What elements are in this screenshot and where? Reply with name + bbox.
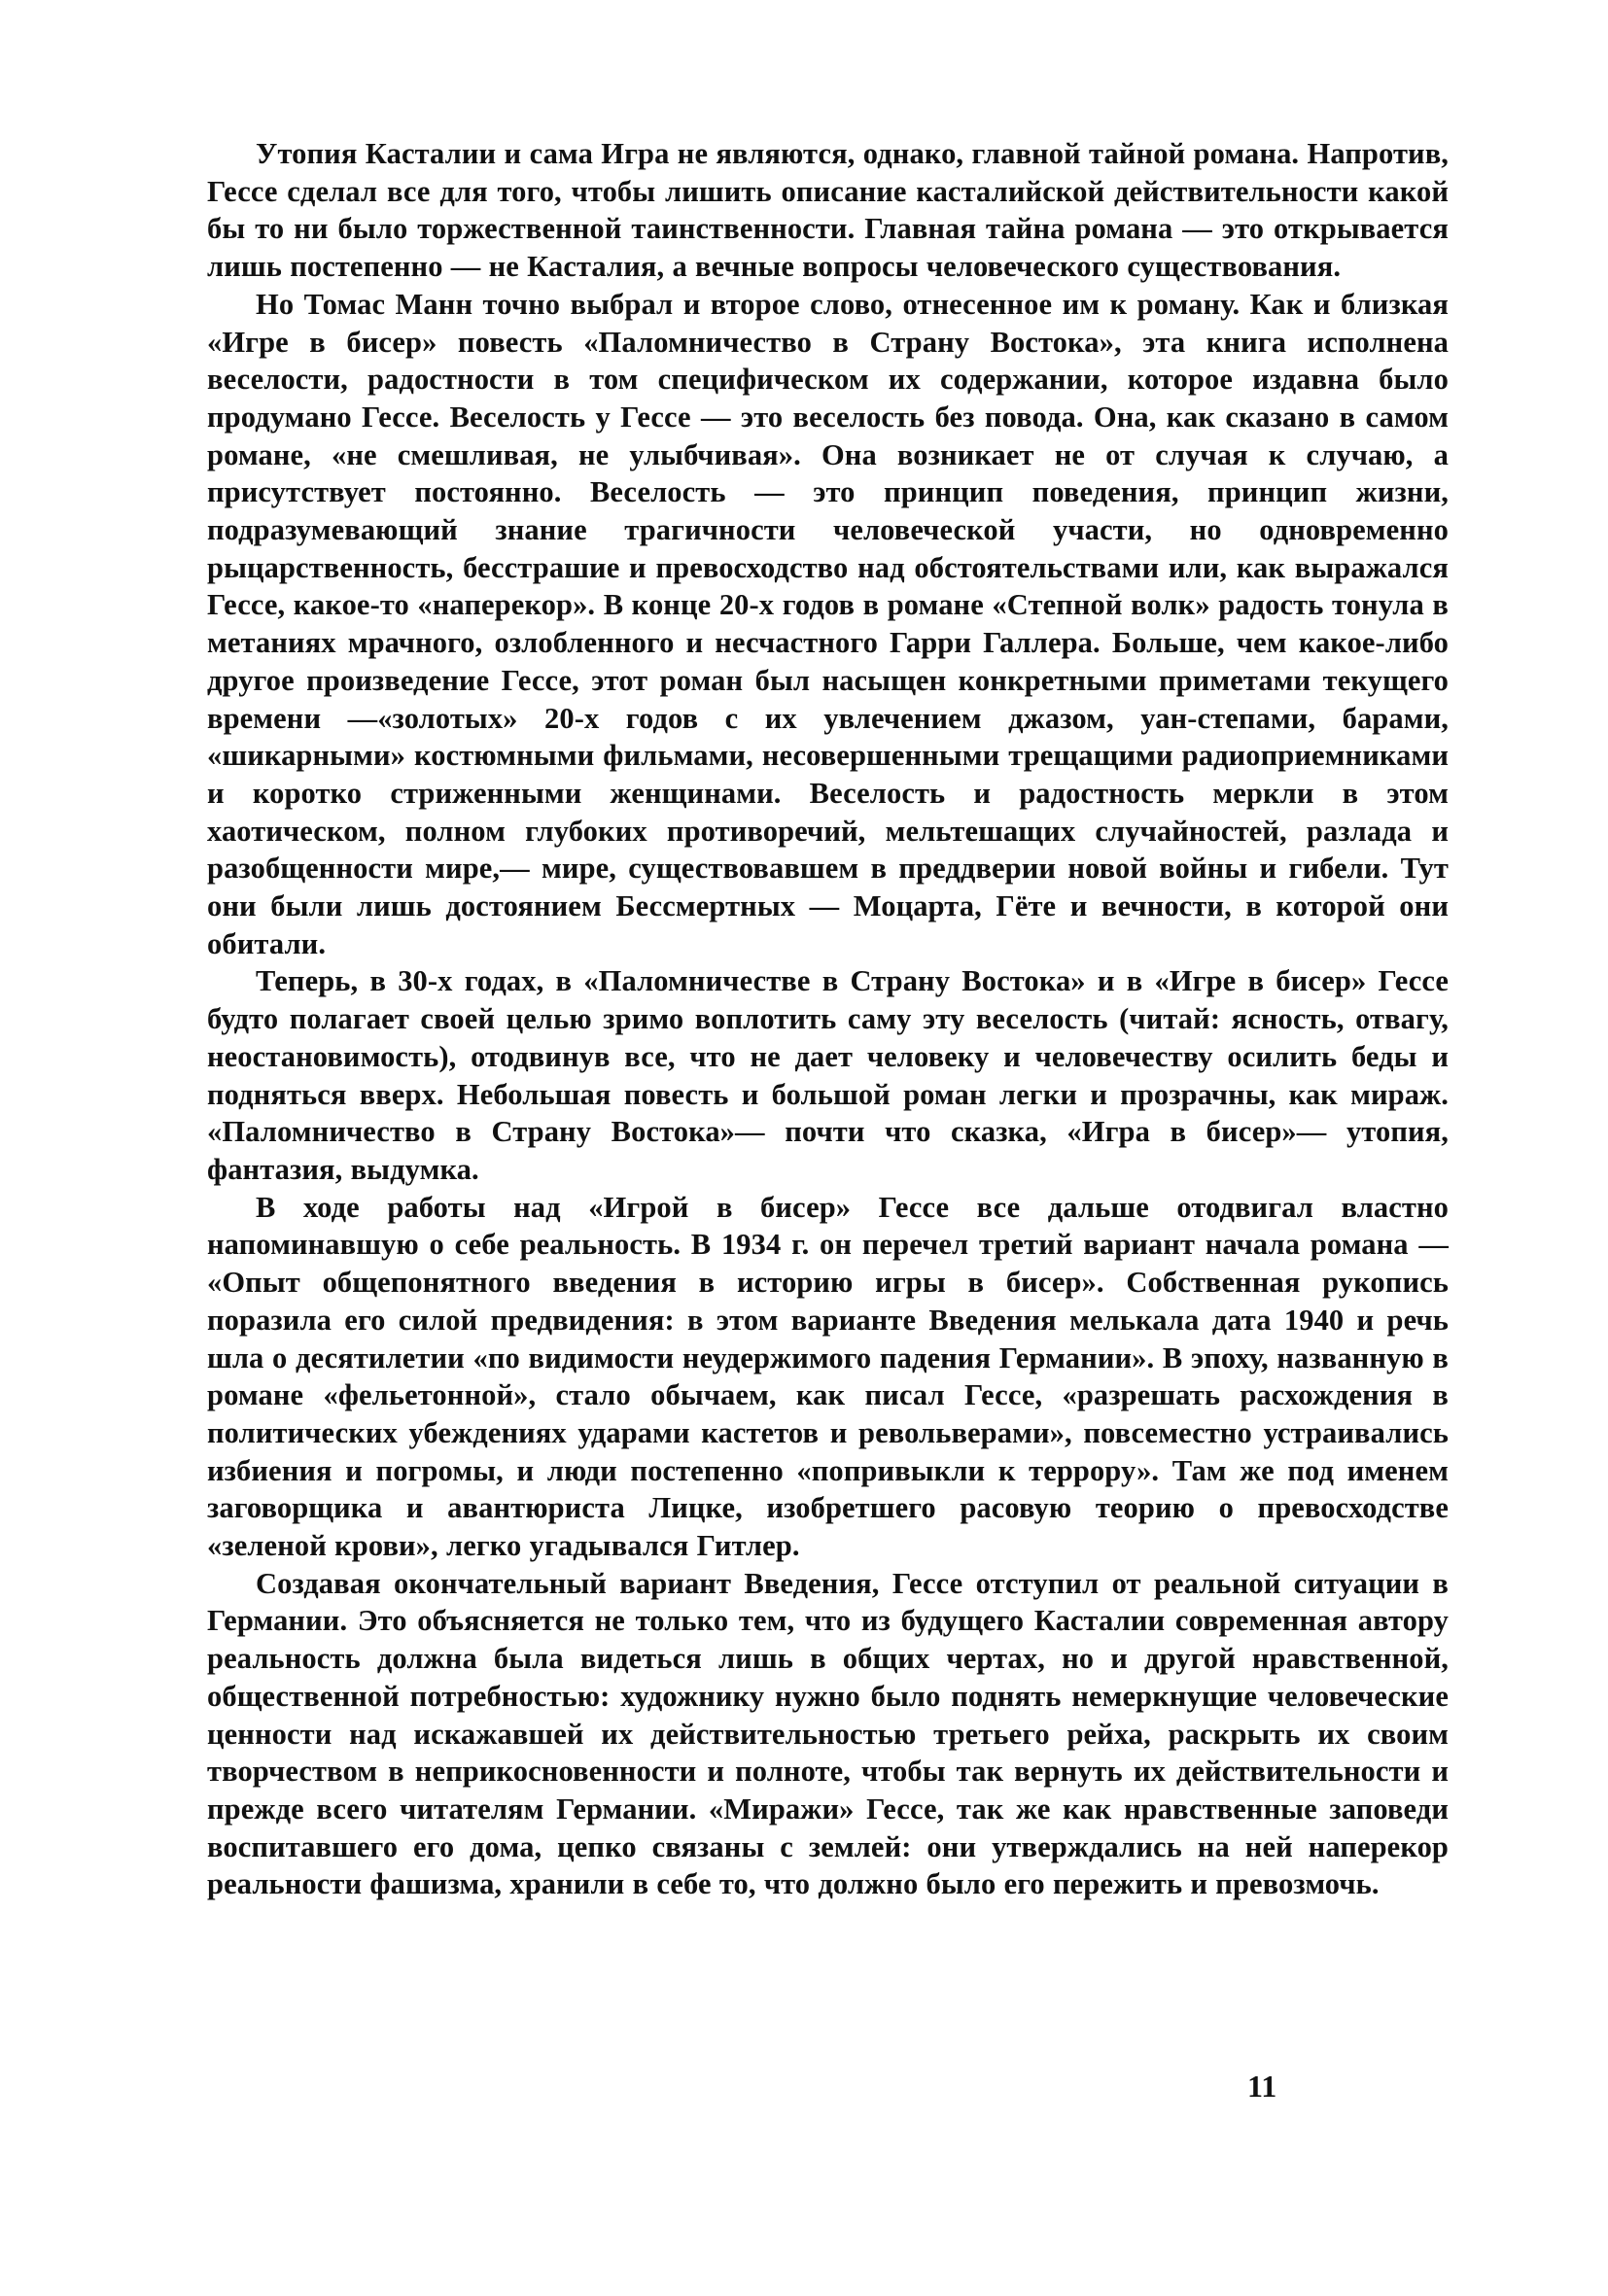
paragraph-5: Создавая окончательный вариант Введения, Гессе отступил от реальной ситуации в Германии. Это объясняется не только тем, что из будущего Касталии современная автору реальность должна была видеться лишь в общих чертах, но и другой нравственной, общественной потребностью: художнику нужно было поднять немеркнущие человеческие ценности над искажавшей их действительностью третьего рейха, раскрыть их своим творчеством в неприкосновенности и полноте, чтобы так вернуть их действительности и прежде всего читателям Германии. «Миражи» Гессе, так же как нравственные заповеди воспитавшего его дома, цепко связаны с землей: они утверждались на ней наперекор реальности фашизма, хранили в себе то, что должно было его пережить и превозмочь. [207, 1566, 1449, 1901]
paragraph-4: В ходе работы над «Игрой в бисер» Гессе все дальше отодвигал властно напоминавшую о себе реальность. В 1934 г. он перечел третий вариант начала романа — «Опыт общепонятного введения в историю игры в бисер». Собственная рукопись поразила его силой предвидения: в этом варианте Введения мелькала дата 1940 и речь шла о десятилетии «по видимости неудержимого падения Германии». В эпоху, названную в романе «фельетонной», стало обычаем, как писал Гессе, «разрешать расхождения в политических убеждениях ударами кастетов и револьверами», повсеместно устраивались избиения и погромы, и люди постепенно «попривыкли к террору». Там же под именем заговорщика и авантюриста Лицке, изобретшего расовую теорию о превосходстве «зеленой крови», легко угадывался Гитлер. [207, 1190, 1449, 1563]
paragraph-3: Теперь, в 30-х годах, в «Паломничестве в Страну Востока» и в «Игре в бисер» Гессе будто полагает своей целью зримо воплотить саму эту веселость (читай: ясность, отвагу, неостановимость), отодвинув все, что не дает человеку и человечеству осилить беды и подняться вверх. Небольшая повесть и большой роман легки и прозрачны, как мираж. «Паломничество в Страну Востока»— почти что сказка, «Игра в бисер»— утопия, фантазия, выдумка. [207, 964, 1449, 1186]
page-number: 11 [1247, 2069, 1277, 2104]
body-text [207, 135, 1449, 1903]
paragraph-1: Утопия Касталии и сама Игра не являются, однако, главной тайной романа. Напротив, Гессе сделал все для того, чтобы лишить описание касталийской действительности какой бы то ни было торжественной таинственности. Главная тайна романа — это открывается лишь постепенно — не Касталия, а вечные вопросы человеческого существования. [207, 137, 1449, 284]
paragraph-2: Но Томас Манн точно выбрал и второе слово, отнесенное им к роману. Как и близкая «Игре в бисер» повесть «Паломничество в Страну Востока», эта книга исполнена веселости, радостности в том специфическом их содержании, которое издавна было продумано Гессе. Веселость у Гессе — это веселость без повода. Она, как сказано в самом романе, «не смешливая, не улыбчивая». Она возникает не от случая к случаю, а присутствует постоянно. Веселость — это принцип поведения, принцип жизни, подразумевающий знание трагичности человеческой участи, но одновременно рыцарственность, бесстрашие и превосходство над обстоятельствами или, как выражался Гессе, какое-то «наперекор». В конце 20-х годов в романе «Степной волк» радость тонула в метаниях мрачного, озлобленного и несчастного Гарри Галлера. Больше, чем какое-либо другое произведение Гессе, этот роман был насыщен конкретными приметами текущего времени —«золотых» 20-х годов с их увлечением джазом, уан-степами, барами, «шикарными» костюмными фильмами, несовершенными трещащими радиоприемниками и коротко стриженными женщинами. Веселость и радостность меркли в этом хаотическом, полном глубоких противоречий, мельтешащих случайностей, разлада и разобщенности мире,— мире, существовавшем в преддверии новой войны и гибели. Тут они были лишь достоянием Бессмертных — Моцарта, Гёте и вечности, в которой они обитали. [207, 287, 1449, 960]
